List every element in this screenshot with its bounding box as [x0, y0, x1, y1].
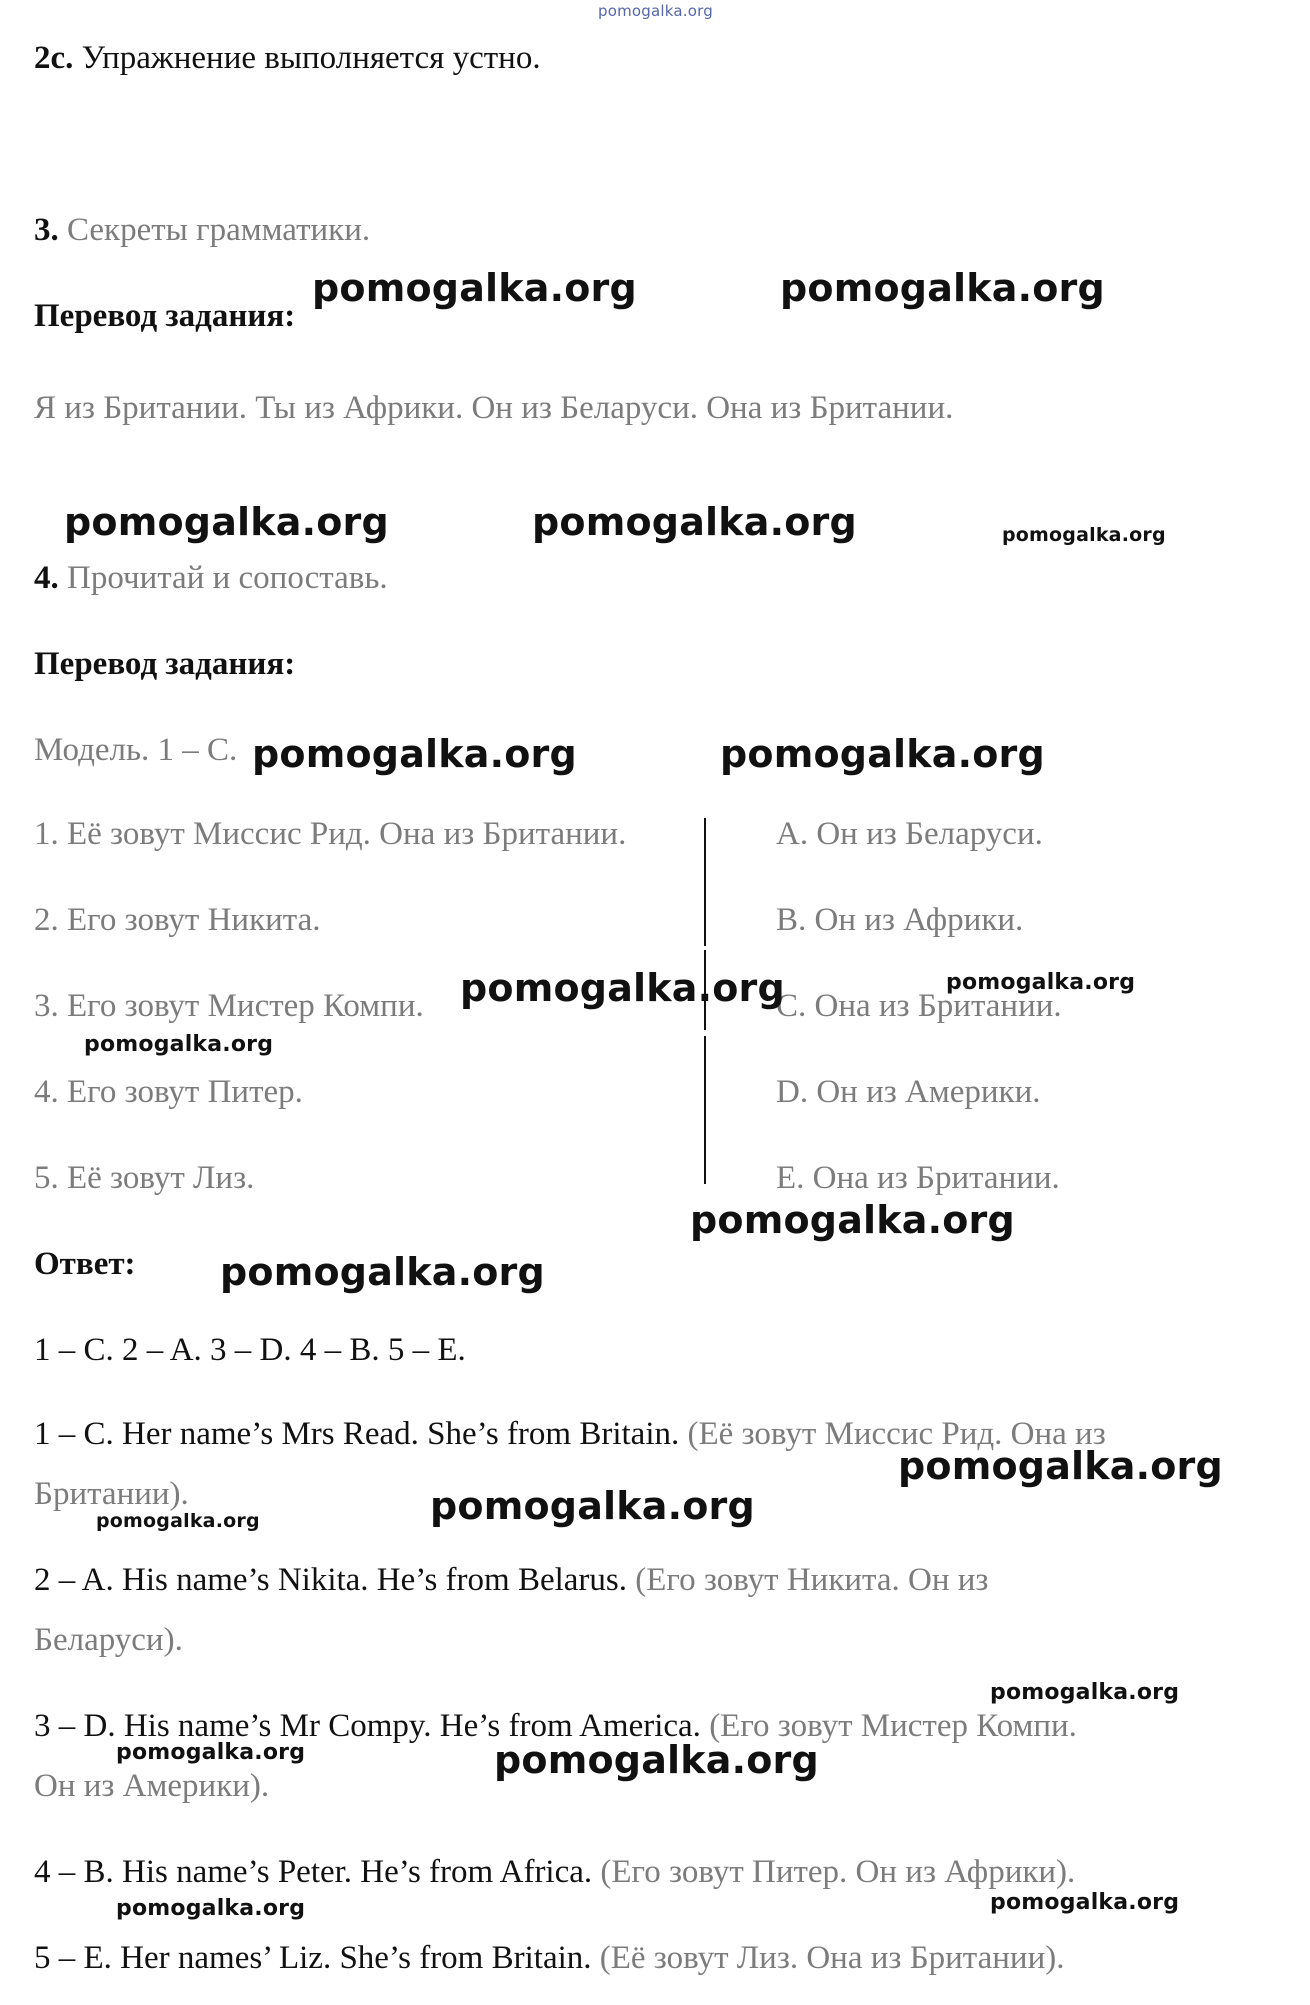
- left-item-4: 4. Его зовут Питер.: [34, 1074, 303, 1110]
- answer-item-2: [34, 1560, 988, 1600]
- section-2c: [34, 38, 541, 78]
- site-header-watermark: pomogalka.org: [598, 2, 713, 20]
- watermark: pomogalka.org: [252, 732, 577, 776]
- answer-summary: 1 – C. 2 – A. 3 – D. 4 – B. 5 – E.: [34, 1332, 466, 1368]
- section-3-number: 3.: [34, 212, 59, 248]
- watermark: pomogalka.org: [780, 266, 1105, 310]
- right-item-b: B. Он из Африки.: [776, 902, 1024, 938]
- right-item-e: E. Она из Британии.: [776, 1160, 1060, 1196]
- answer-item-5-ru: (Её зовут Лиз. Она из Британии).: [599, 1940, 1065, 1976]
- left-item-2: 2. Его зовут Никита.: [34, 902, 321, 938]
- section-4-translation-heading: Перевод задания:: [34, 646, 296, 682]
- watermark: pomogalka.org: [898, 1444, 1223, 1488]
- answer-item-1-ru: (Её зовут Миссис Рид. Она из: [687, 1416, 1106, 1452]
- answer-item-3-ru-cont: Он из Америки).: [34, 1768, 270, 1804]
- watermark: pomogalka.org: [312, 266, 637, 310]
- answer-item-2-en: 2 – A. His name’s Nikita. He’s from Belarus.: [34, 1562, 628, 1598]
- watermark: pomogalka.org: [116, 1740, 306, 1765]
- answer-item-3-ru: (Его зовут Мистер Компи.: [709, 1708, 1077, 1744]
- section-2c-text: Упражнение выполняется устно.: [81, 40, 541, 76]
- answer-item-3-en: 3 – D. His name’s Mr Compy. He’s from America.: [34, 1708, 701, 1744]
- answer-item-1-en: 1 – C. Her name’s Mrs Read. She’s from Britain.: [34, 1416, 680, 1452]
- section-4-model: Модель. 1 – C.: [34, 732, 238, 768]
- section-4-number: 4.: [34, 560, 59, 596]
- answer-item-5-en: 5 – E. Her names’ Liz. She’s from Britain.: [34, 1940, 592, 1976]
- watermark: pomogalka.org: [96, 1510, 260, 1532]
- section-3-title: [34, 210, 370, 250]
- answer-item-2-ru: (Его зовут Никита. Он из: [635, 1562, 989, 1598]
- answer-item-5: [34, 1938, 1065, 1978]
- watermark: pomogalka.org: [494, 1738, 819, 1782]
- watermark: pomogalka.org: [946, 970, 1136, 995]
- section-3-title-text: Секреты грамматики.: [67, 212, 371, 248]
- watermark: pomogalka.org: [990, 1890, 1180, 1915]
- watermark: pomogalka.org: [220, 1250, 545, 1294]
- answer-item-4-ru: (Его зовут Питер. Он из Африки).: [600, 1854, 1076, 1890]
- section-2c-number: 2c.: [34, 40, 74, 76]
- watermark: pomogalka.org: [532, 500, 857, 544]
- column-divider-top: [704, 818, 706, 946]
- section-4-title: [34, 558, 388, 598]
- left-item-5: 5. Её зовут Лиз.: [34, 1160, 255, 1196]
- right-item-d: D. Он из Америки.: [776, 1074, 1041, 1110]
- answer-item-4: [34, 1852, 1075, 1892]
- watermark: pomogalka.org: [430, 1484, 755, 1528]
- section-4-title-text: Прочитай и сопоставь.: [67, 560, 388, 596]
- answer-item-4-en: 4 – B. His name’s Peter. He’s from Africa.: [34, 1854, 593, 1890]
- answer-heading: Ответ:: [34, 1246, 136, 1282]
- watermark: pomogalka.org: [990, 1680, 1180, 1705]
- watermark: pomogalka.org: [116, 1896, 306, 1921]
- watermark: pomogalka.org: [690, 1198, 1015, 1242]
- watermark: pomogalka.org: [460, 966, 785, 1010]
- watermark: pomogalka.org: [84, 1032, 274, 1057]
- watermark: pomogalka.org: [720, 732, 1045, 776]
- section-3-translation-heading: Перевод задания:: [34, 298, 296, 334]
- section-3-translation-text: Я из Британии. Ты из Африки. Он из Беларуси. Она из Британии.: [34, 390, 954, 426]
- column-divider-bottom: [704, 1036, 706, 1184]
- watermark: pomogalka.org: [64, 500, 389, 544]
- answer-item-1-ru-cont: Британии).: [34, 1476, 189, 1512]
- right-item-c: C. Она из Британии.: [776, 988, 1062, 1024]
- answer-item-2-ru-cont: Беларуси).: [34, 1622, 183, 1658]
- left-item-3: 3. Его зовут Мистер Компи.: [34, 988, 424, 1024]
- right-item-a: A. Он из Беларуси.: [776, 816, 1043, 852]
- watermark: pomogalka.org: [1002, 524, 1166, 546]
- left-item-1: 1. Её зовут Миссис Рид. Она из Британии.: [34, 816, 627, 852]
